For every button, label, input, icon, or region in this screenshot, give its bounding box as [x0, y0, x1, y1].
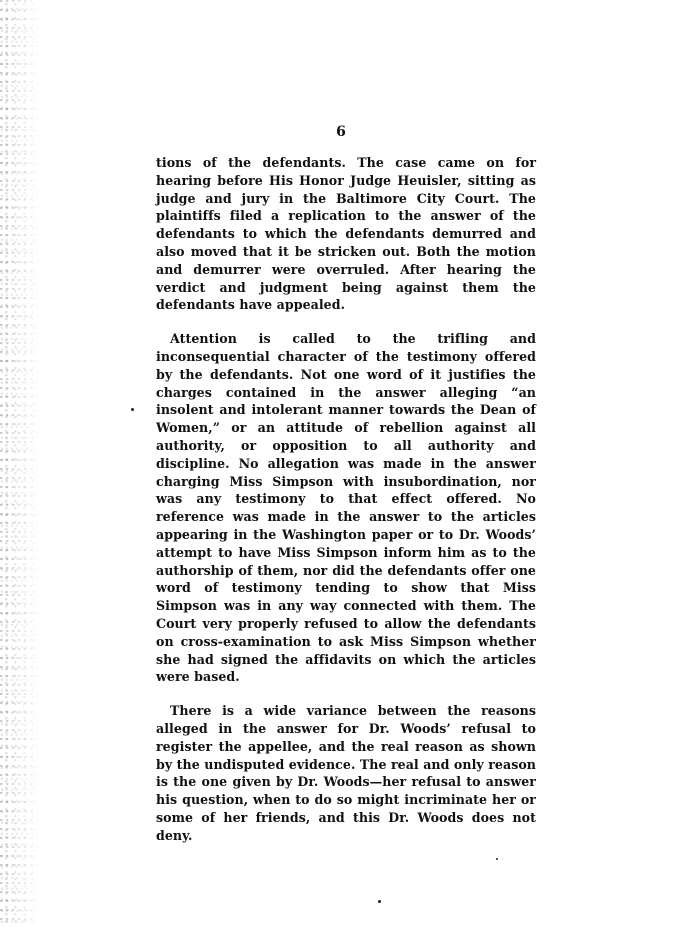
paragraph-2: Attention is called to the trifling and inconsequential character of the testimony offered by the defendants. Not one word of it justifies the charges contained in the answer alleging “an insolent and intolerant manner towards the Dean of Women,” or an attitude of rebellion against all authority, or opposition to all authority and discipline. No allegation was made in the answer charging Miss Simpson with insubordination, nor was any testimony to that effect offered. No reference was made in the answer to the articles appearing in the Washington paper or to Dr. Woods’ attempt to have Miss Simpson inform him as to the authorship of them, nor did the defendants offer one word of testimony tending to show that Miss Simpson was in any way connected with them. The Court very properly refused to allow the defendants on cross-examination to ask Miss Simpson whether she had signed the affidavits on which the articles were based.	[156, 331, 536, 685]
page-number: 6	[336, 124, 346, 140]
paragraph-3: There is a wide variance between the reasons alleged in the answer for Dr. Woods’ refusal to register the appellee, and the real reason as shown by the undisputed evidence. The real and only reason is the one given by Dr. Woods—her refusal to answer his question, when to do so might incriminate her or some of her friends, and this Dr. Woods does not deny.	[156, 703, 536, 843]
scan-speck	[496, 858, 498, 860]
scan-speck	[378, 900, 381, 903]
body-text	[156, 154, 536, 844]
scan-speck	[131, 408, 134, 411]
paragraph-1: tions of the defendants. The case came on for hearing before His Honor Judge Heuisler, sitting as judge and jury in the Baltimore City Court. The plaintiffs filed a replication to the answer of the defendants to which the defendants demurred and also moved that it be stricken out. Both the motion and demurrer were overruled. After hearing the verdict and judgment being against them the defendants have appealed.	[156, 155, 536, 313]
